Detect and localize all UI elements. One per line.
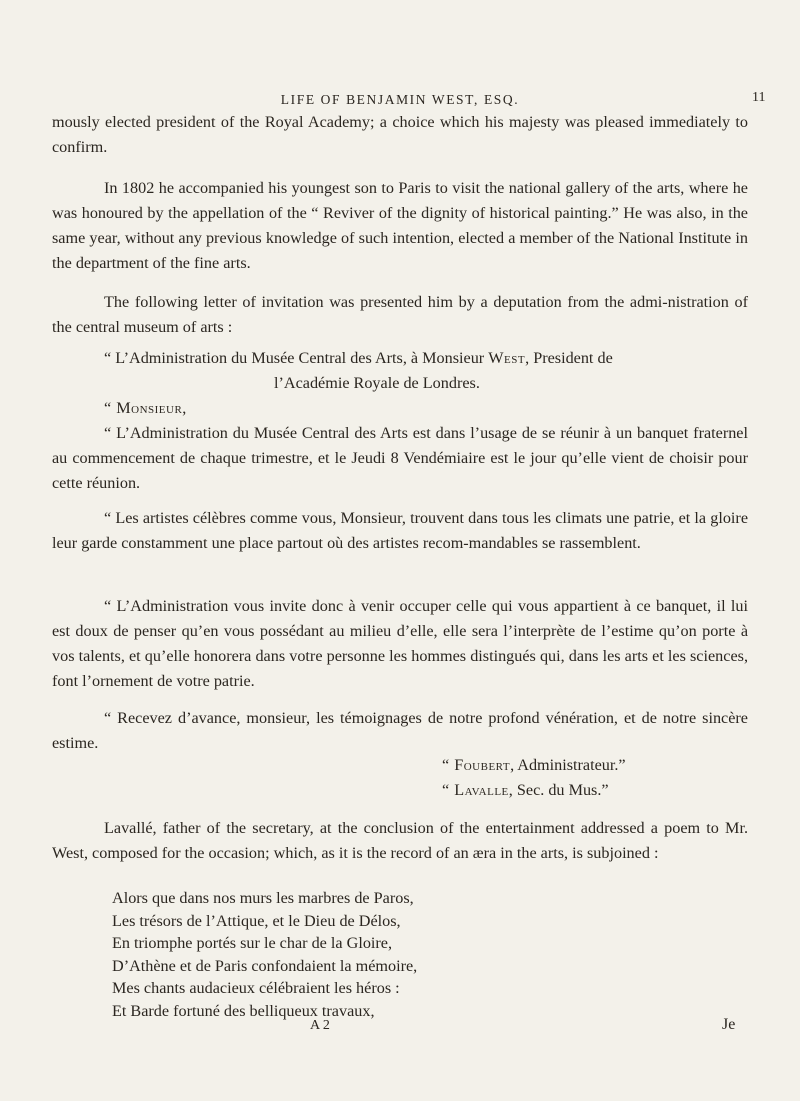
- address-line-2: l’Académie Royale de Londres.: [274, 374, 480, 392]
- address-end: , President de: [525, 349, 613, 367]
- paragraph-3: The following letter of invitation was presented him by a deputation from the admi-nistration of the central museum of arts :: [52, 293, 748, 336]
- poem-line: Mes chants audacieux célébraient les héros :: [112, 979, 400, 997]
- catchword: Je: [722, 1016, 736, 1033]
- poem-line: D’Athène et de Paris confondaient la mémoire,: [112, 956, 418, 975]
- signature-foubert: “ Foubert, Administrateur.”: [442, 756, 626, 774]
- letter-paragraph-3: “ L’Administration vous invite donc à venir occuper celle qui vous appartient à ce banquet, il lui est doux de penser qu’en vous possédant au milieu d’elle, elle sera l’interprète de l’estime qu’on porte à vos talents, et qu’elle honorera dans votre personne les hommes distingués qui, dans les arts et les sciences, font l’ornement de votre patrie.: [52, 597, 748, 690]
- paragraph-1: mously elected president of the Royal Academy; a choice which his majesty was pleased immediately to confirm.: [52, 113, 748, 156]
- signature-mark: A 2: [310, 1018, 330, 1033]
- letter-salutation: “ Monsieur,: [104, 399, 187, 417]
- closing-paragraph: Lavallé, father of the secretary, at the conclusion of the entertainment addressed a poem to Mr. West, composed for the occasion; which, as it is the record of an æra in the arts, is subjoined :: [52, 819, 748, 862]
- letter-paragraph-2: “ Les artistes célèbres comme vous, Monsieur, trouvent dans tous les climats une patrie, et la gloire leur garde constamment une place partout où des artistes recom-mandables se rassemblent.: [52, 509, 748, 552]
- running-head: LIFE OF BENJAMIN WEST, ESQ.: [280, 92, 520, 107]
- poem-line: En triomphe portés sur le char de la Gloire,: [112, 934, 393, 952]
- letter-paragraph-1: “ L’Administration du Musée Central des Arts est dans l’usage de se réunir à un banquet fraternel au commencement de chaque trimestre, et le Jeudi 8 Vendémiaire est le jour qu’elle vient de choisir pour cette réunion.: [52, 424, 748, 492]
- signature-lavalle: “ Lavalle, Sec. du Mus.”: [442, 781, 609, 799]
- address-name: West: [488, 349, 526, 367]
- page-number: 11: [752, 90, 766, 105]
- poem-line: Alors que dans nos murs les marbres de Paros,: [112, 889, 414, 907]
- letter-address: [52, 346, 748, 396]
- address-start: “ L’Administration du Musée Central des Arts, à Monsieur: [104, 349, 489, 367]
- paragraph-2: In 1802 he accompanied his youngest son to Paris to visit the national gallery of the arts, where he was honoured by the appellation of the “ Reviver of the dignity of historical painting.” He was also, in the same year, without any previous knowledge of such intention, elected a member of the National Institute in the department of the fine arts.: [52, 179, 748, 272]
- poem-line: Les trésors de l’Attique, et le Dieu de Délos,: [112, 911, 401, 930]
- poem-line: Et Barde fortuné des belliqueux travaux,: [112, 1001, 375, 1020]
- poem: [112, 887, 417, 1022]
- letter-paragraph-4: “ Recevez d’avance, monsieur, les témoignages de notre profond vénération, et de notre sincère estime.: [52, 709, 748, 752]
